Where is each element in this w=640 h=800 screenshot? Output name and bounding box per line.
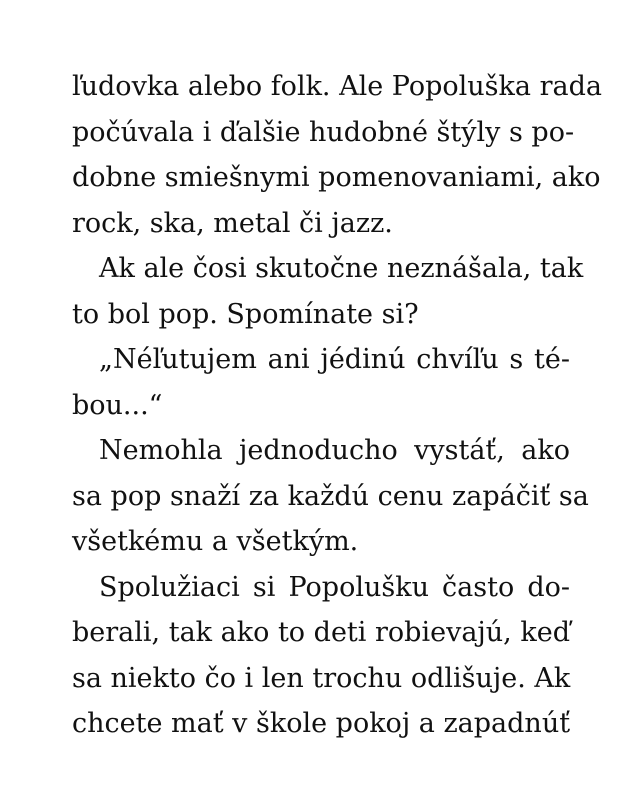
text-line: všetkému a všetkým. bbox=[72, 526, 359, 557]
text-line: ľudovka alebo folk. Ale Popoluška rada bbox=[72, 71, 602, 102]
paragraph-start: Spolužiaci si Popolušku často do- bbox=[99, 571, 570, 603]
text-line: sa niekto čo i len trochu odlišuje. Ak bbox=[72, 662, 571, 694]
text-line: bou...“ bbox=[72, 389, 163, 421]
paragraph-start: Ak ale čosi skutočne neznášala, tak bbox=[99, 253, 584, 284]
text-line: to bol pop. Spomínate si? bbox=[72, 298, 419, 330]
text-line: berali, tak ako to deti robievajú, keď bbox=[72, 617, 570, 648]
text-line: rock, ska, metal či jazz. bbox=[72, 207, 393, 239]
paragraph-start: Nemohla jednoducho vystáť, ako bbox=[99, 435, 570, 466]
paragraph-start: „Néľutujem ani jédinú chvíľu s té- bbox=[99, 344, 570, 375]
text-line: dobne smiešnymi pomenovaniami, ako bbox=[72, 162, 601, 193]
text-line: chcete mať v škole pokoj a zapadnúť bbox=[72, 708, 571, 739]
body-text bbox=[72, 64, 602, 747]
text-line: sa pop snaží za každú cenu zapáčiť sa bbox=[72, 480, 589, 512]
text-line: počúvala i ďalšie hudobné štýly s po- bbox=[72, 116, 575, 148]
